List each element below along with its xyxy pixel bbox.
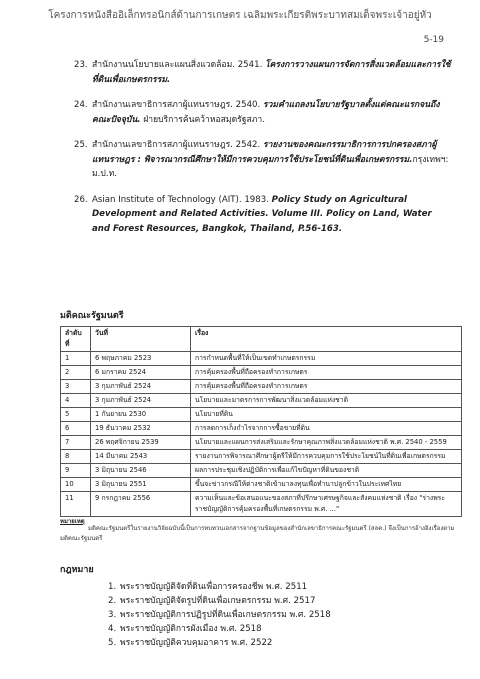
reference-author: สำนักงานเลขาธิการสภาผู้แทนราษฎร. 2542. bbox=[92, 140, 261, 150]
table-row bbox=[61, 352, 462, 366]
reference-number: 26. bbox=[74, 194, 88, 205]
subject-cell: การคุ้มครองพื้นที่ถือครองทำการเกษตร bbox=[191, 380, 462, 394]
table-row bbox=[61, 464, 462, 478]
table-row bbox=[61, 394, 462, 408]
note-label: หมายเหตุ bbox=[60, 518, 85, 525]
reference-publisher: ฝ่ายบริการค้นคว้าหอสมุดรัฐสภา. bbox=[143, 114, 265, 125]
table-header-row bbox=[61, 327, 462, 352]
subject-cell: ผลการประชุมเชิงปฏิบัติการเพื่อแก้ไขปัญหาที่ดินของชาติ bbox=[191, 464, 462, 478]
reference-author: Asian Institute of Technology (AIT). 1983. bbox=[92, 194, 269, 205]
reference-title: รวมคำแถลงนโยบายรัฐบาลตั้งแต่คณะแรกจนถึงคณะปัจจุบัน. bbox=[92, 100, 440, 125]
reference-list bbox=[74, 58, 452, 247]
running-header: โครงการหนังสืออิเล็กทรอนิกส์ด้านการเกษตร เฉลิมพระเกียรติพระบาทสมเด็จพระเจ้าอยู่หัว bbox=[48, 10, 432, 21]
row-number-cell: 9 bbox=[61, 464, 91, 478]
law-title: พระราชบัญญัติจัดรูปที่ดินเพื่อเกษตรกรรม พ.ศ. 2517 bbox=[120, 596, 316, 606]
reference-title: รายงานของคณะกรรมาธิการการปกครองสภาผู้แทนราษฎร : พิจารณากรณีศึกษาให้มีการควบคุมการใช้ประโยชน์ที่ดินเพื่อเกษตรกรรม. bbox=[92, 140, 437, 165]
law-title: พระราชบัญญัติการผังเมือง พ.ศ. 2518 bbox=[120, 624, 262, 634]
law-item bbox=[108, 622, 331, 636]
reference-title: โครงการวางแผนการจัดการสิ่งแวดล้อมและการใช้ที่ดินเพื่อเกษตรกรรม. bbox=[92, 60, 451, 85]
resolutions-heading: มติคณะรัฐมนตรี bbox=[60, 311, 124, 321]
date-cell: 19 ธันวาคม 2532 bbox=[91, 422, 191, 436]
reference-author: สำนักงานเลขาธิการสภาผู้แทนราษฎร. 2540. bbox=[92, 100, 261, 110]
row-number-cell: 5 bbox=[61, 408, 91, 422]
table-row bbox=[61, 450, 462, 464]
date-cell: 3 มิถุนายน 2551 bbox=[91, 478, 191, 492]
subject-cell: การคุ้มครองพื้นที่ถือครองทำการเกษตร bbox=[191, 366, 462, 380]
law-title: พระราชบัญญัติจัดที่ดินเพื่อการครองชีพ พ.ศ. 2511 bbox=[120, 582, 308, 592]
law-title: พระราชบัญญัติการปฏิรูปที่ดินเพื่อเกษตรกรรม พ.ศ. 2518 bbox=[120, 610, 331, 620]
date-cell: 3 กุมภาพันธ์ 2524 bbox=[91, 394, 191, 408]
subject-cell: นโยบายที่ดิน bbox=[191, 408, 462, 422]
row-number-cell: 1 bbox=[61, 352, 91, 366]
reference-item bbox=[74, 58, 452, 87]
row-number-cell: 10 bbox=[61, 478, 91, 492]
table-row bbox=[61, 366, 462, 380]
law-number: 5. bbox=[108, 638, 117, 648]
subject-cell: นโยบายและมาตรการการพัฒนาสิ่งแวดล้อมแห่งชาติ bbox=[191, 394, 462, 408]
subject-cell: การกำหนดพื้นที่ให้เป็นเขตทำเกษตรกรรม bbox=[191, 352, 462, 366]
date-cell: 1 กันยายน 2530 bbox=[91, 408, 191, 422]
column-header: เรื่อง bbox=[191, 327, 462, 352]
table-row bbox=[61, 380, 462, 394]
reference-publisher: กรุงเทพฯ: ม.ป.ท. bbox=[92, 154, 449, 179]
law-item bbox=[108, 580, 331, 594]
date-cell: 26 พฤศจิกายน 2539 bbox=[91, 436, 191, 450]
laws-list bbox=[108, 580, 331, 650]
reference-number: 25. bbox=[74, 140, 88, 150]
reference-item bbox=[74, 193, 452, 237]
row-number-cell: 8 bbox=[61, 450, 91, 464]
reference-item bbox=[74, 98, 452, 127]
subject-cell: นโยบายและแผนการส่งเสริมและรักษาคุณภาพสิ่งแวดล้อมแห่งชาติ พ.ศ. 2540 - 2559 bbox=[191, 436, 462, 450]
law-number: 1. bbox=[108, 582, 117, 592]
date-cell: 6 พฤษภาคม 2523 bbox=[91, 352, 191, 366]
law-number: 2. bbox=[108, 596, 117, 606]
reference-author: สำนักงานนโยบายและแผนสิ่งแวดล้อม. 2541. bbox=[92, 60, 263, 70]
law-title: พระราชบัญญัติควบคุมอาคาร พ.ศ. 2522 bbox=[120, 638, 273, 648]
resolutions-table bbox=[60, 326, 462, 517]
date-cell: 14 มีนาคม 2543 bbox=[91, 450, 191, 464]
page-number: 5-19 bbox=[423, 35, 444, 45]
reference-number: 23. bbox=[74, 60, 88, 70]
column-header: วันที่ bbox=[91, 327, 191, 352]
law-item bbox=[108, 594, 331, 608]
law-number: 3. bbox=[108, 610, 117, 620]
row-number-cell: 7 bbox=[61, 436, 91, 450]
subject-cell: รายงานการพิจารณาศึกษาผู้ตรีให้มีการควบคุมการใช้ประโยชน์ในที่ดินเพื่อเกษตรกรรม bbox=[191, 450, 462, 464]
laws-heading: กฎหมาย bbox=[60, 565, 94, 575]
row-number-cell: 3 bbox=[61, 380, 91, 394]
column-header: ลำดับที่ bbox=[61, 327, 91, 352]
table-row bbox=[61, 408, 462, 422]
note-text: มติคณะรัฐมนตรีในรายงานวิจัยฉบับนี้เป็นการทบทวนเอกสารจากฐานข้อมูลของสำนักเลขาธิการคณะรัฐมนตรี (สลค.) จึงเป็นการอ้างอิงเรื่องตามมติคณะรัฐมนตรี bbox=[60, 525, 455, 542]
subject-cell: ความเห็นและข้อเสนอแนะของสภาที่ปรึกษาเศรษฐกิจและสังคมแห่งชาติ เรื่อง "ร่างพระราชบัญญัติการคุ้มครองพื้นที่เกษตรกรรม พ.ศ. ..." bbox=[191, 492, 462, 517]
table-row bbox=[61, 478, 462, 492]
date-cell: 6 มกราคม 2524 bbox=[91, 366, 191, 380]
row-number-cell: 6 bbox=[61, 422, 91, 436]
reference-item bbox=[74, 138, 452, 182]
row-number-cell: 11 bbox=[61, 492, 91, 517]
reference-title: Policy Study on Agricultural Development and Related Activities. Volume III. Policy on Land, Water and Forest Resources, Bangkok, Thailand, P.56-163. bbox=[92, 194, 432, 234]
reference-number: 24. bbox=[74, 100, 88, 110]
law-item bbox=[108, 636, 331, 650]
date-cell: 3 กุมภาพันธ์ 2524 bbox=[91, 380, 191, 394]
subject-cell: ขึ้นจะข่าวกรณีให้ต่างชาติเข้ามาลงทุนเพื่อทำนาปลูกข้าวในประเทศไทย bbox=[191, 478, 462, 492]
row-number-cell: 4 bbox=[61, 394, 91, 408]
subject-cell: การลดการเก็งกำไรจากการซื้อขายที่ดิน bbox=[191, 422, 462, 436]
law-number: 4. bbox=[108, 624, 117, 634]
date-cell: 3 มิถุนายน 2546 bbox=[91, 464, 191, 478]
table-row bbox=[61, 492, 462, 517]
row-number-cell: 2 bbox=[61, 366, 91, 380]
table-row bbox=[61, 422, 462, 436]
table-row bbox=[61, 436, 462, 450]
date-cell: 9 กรกฎาคม 2556 bbox=[91, 492, 191, 517]
law-item bbox=[108, 608, 331, 622]
